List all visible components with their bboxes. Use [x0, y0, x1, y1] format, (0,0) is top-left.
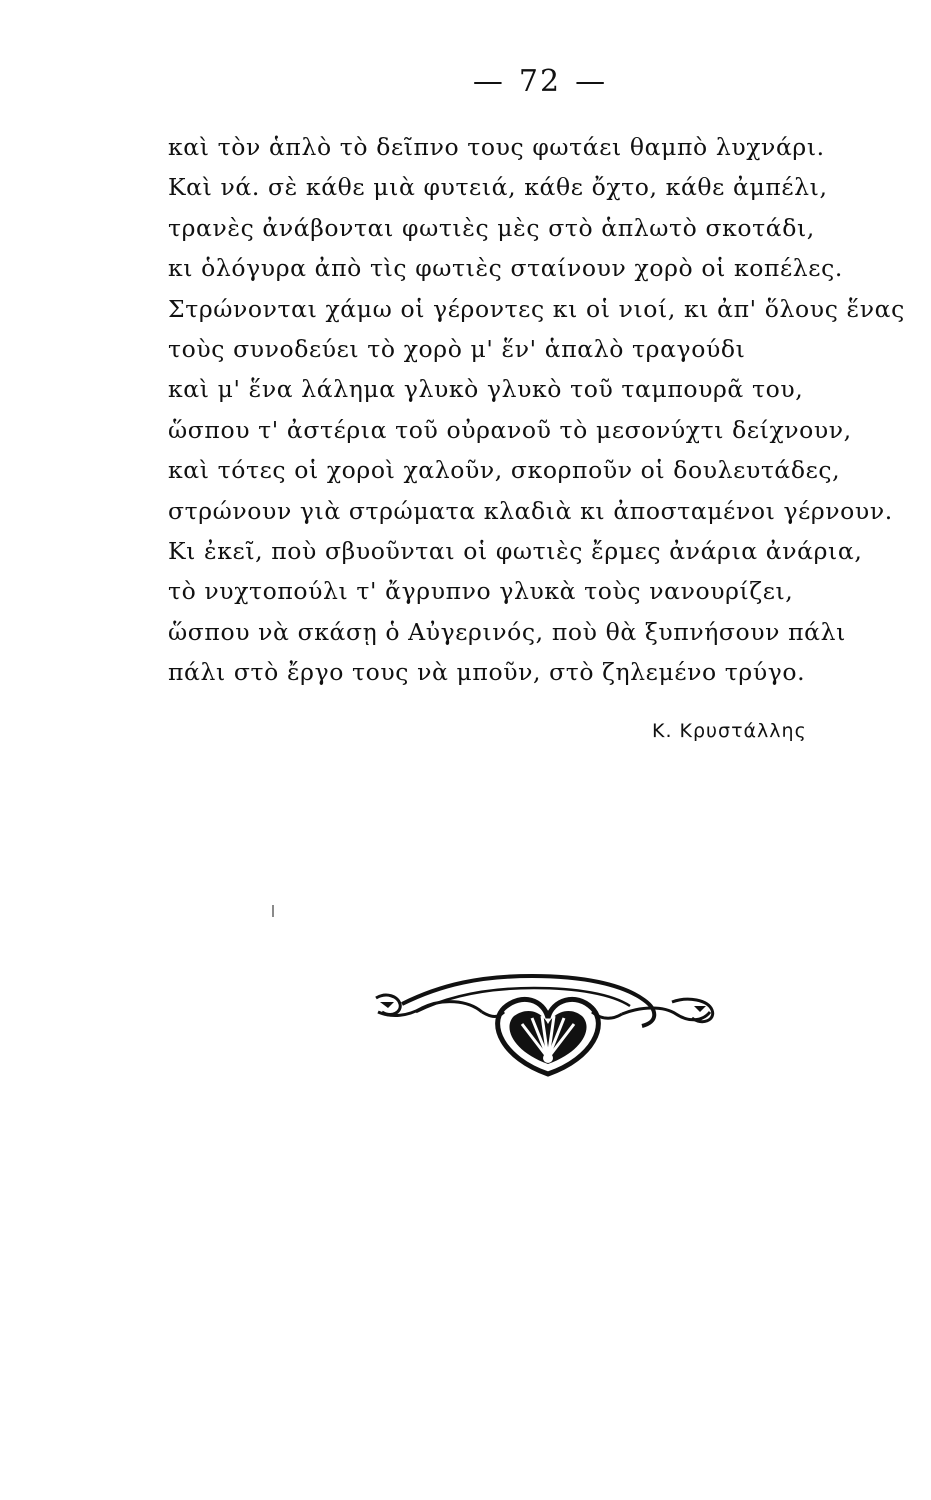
poem-line: καὶ τὸν ἁπλὸ τὸ δεῖπνο τους φωτάει θαμπὸ λυχνάρι.	[168, 133, 825, 161]
page-number	[0, 64, 931, 99]
poem-line: καὶ τότες οἱ χοροὶ χαλοῦν, σκορποῦν οἱ δουλευτάδες,	[168, 456, 841, 485]
poem-line: Στρώνονται χάμω οἱ γέροντες κι οἱ νιοί, κι ἀπ' ὅλους ἕνας	[168, 294, 905, 323]
poem-line: Καὶ νά. σὲ κάθε μιὰ φυτειά, κάθε ὄχτο, κάθε ἀμπέλι,	[168, 173, 828, 202]
poem-line: ὥσπου τ' ἀστέρια τοῦ οὐρανοῦ τὸ μεσονύχτι δείχνουν,	[168, 415, 852, 444]
poem-line: τρανὲς ἀνάβονται φωτιὲς μὲς στὸ ἁπλωτὸ σκοτάδι,	[168, 213, 815, 242]
page-number-dash-right: —	[575, 64, 608, 99]
poem-line: κι ὁλόγυρα ἀπὸ τὶς φωτιὲς σταίνουν χορὸ οἱ κοπέλες.	[168, 254, 843, 283]
poem-line: τὸ νυχτοπούλι τ' ἄγρυπνο γλυκὰ τοὺς νανουρίζει,	[168, 577, 794, 606]
print-speck	[272, 905, 274, 917]
poem-line: ὥσπου νὰ σκάσῃ ὁ Αὐγερινός, ποὺ θὰ ξυπνήσουν πάλι	[168, 617, 846, 646]
poem-line: καὶ μ' ἕνα λάλημα γλυκὸ γλυκὸ τοῦ ταμπουρᾶ του,	[168, 375, 804, 404]
poem-line: τοὺς συνοδεύει τὸ χορὸ μ' ἕν' ἁπαλὸ τραγούδι	[168, 334, 746, 363]
poem-line: Κι ἐκεῖ, ποὺ σβυοῦνται οἱ φωτιὲς ἔρμες ἀνάρια ἀνάρια,	[168, 536, 863, 565]
art-nouveau-scroll-ornament-icon	[372, 962, 722, 1078]
poem-text	[168, 127, 908, 692]
poem-line: πάλι στὸ ἔργο τους νὰ μποῦν, στὸ ζηλεμένο τρύγο.	[168, 658, 806, 687]
author-signature: Κ. Κρυστάλλης	[652, 720, 807, 742]
poem-line: στρώνουν γιὰ στρώματα κλαδιὰ κι ἀποσταμένοι γέρνουν.	[168, 496, 893, 525]
page-number-dash-left: —	[472, 64, 505, 99]
page-number-value: 72	[518, 64, 562, 99]
